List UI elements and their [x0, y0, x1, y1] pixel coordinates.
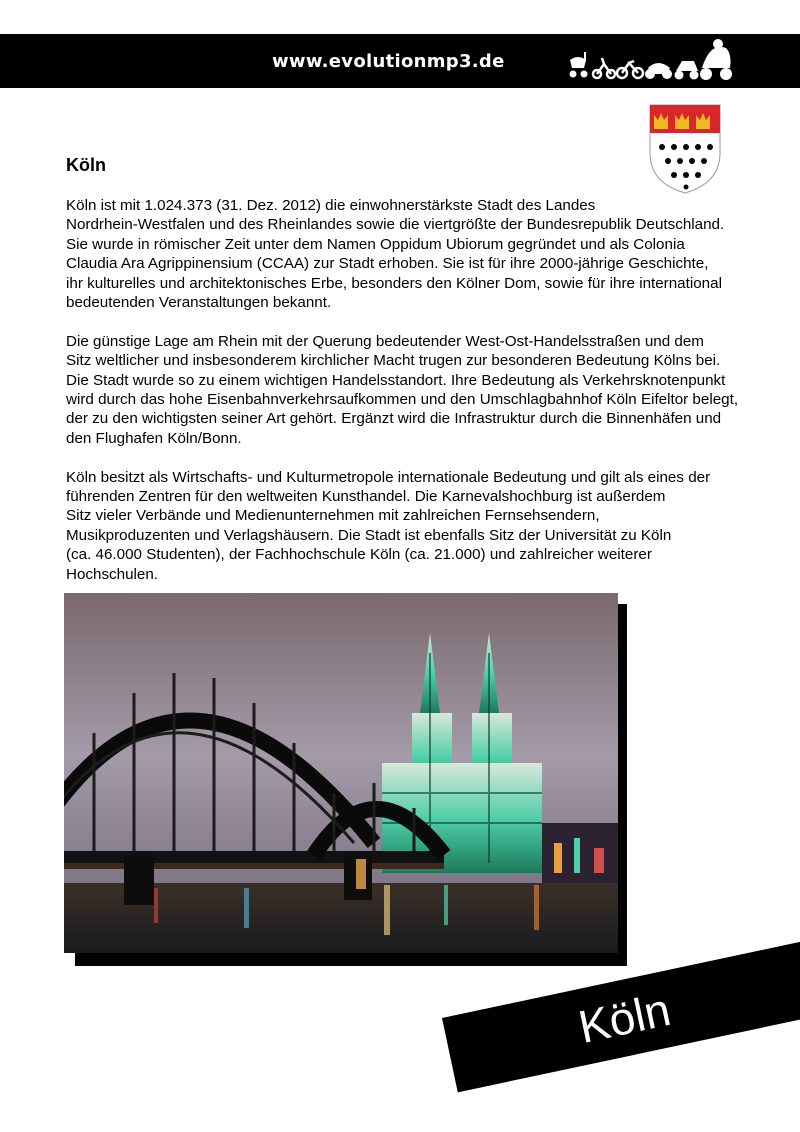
- vehicles-icon-strip: [566, 38, 732, 84]
- motorcycle-icon: [645, 63, 672, 79]
- site-url-link[interactable]: www.evolutionmp3.de: [272, 51, 505, 72]
- stroller-icon: [570, 52, 588, 78]
- header-bar: [0, 34, 800, 88]
- document-body: [66, 196, 786, 603]
- cologne-coat-of-arms-icon: [648, 103, 722, 195]
- bicycle-icon: [617, 61, 643, 78]
- motorbike-icon: [700, 39, 732, 80]
- document-title: Köln: [66, 155, 106, 175]
- banner-title: Köln: [573, 983, 675, 1054]
- paragraph-culture: Köln besitzt als Wirtschafts- und Kulturmetropole internationale Bedeutung und gilt als eines der führenden Zentren für den weltweiten Kunsthandel. Die Karnevalshochburg ist außerdem Sitz vieler Verbände und Medienunternehmen mit zahlreichen Fernsehsendern, Musikproduzenten und Verlagshäusern. Die Stadt ist ebenfalls Sitz der Universität zu Köln (ca. 46.000 Studenten), der Fachhochschule Köln (ca. 21.000) und zahlreicher weiterer Hochschulen.: [66, 468, 711, 583]
- cologne-cathedral-bridge-photo: [64, 593, 618, 953]
- paragraph-intro: Köln ist mit 1.024.373 (31. Dez. 2012) die einwohnerstärkste Stadt des Landes Nordrhein-Westfalen und des Rheinlandes sowie die viertgrößte der Bundesrepublik Deutschland. Sie wurde in römischer Zeit unter dem Namen Oppidum Ubiorum gegründet und als Colonia Claudia Ara Agrippinensium (CCAA) zur Stadt erhoben. Sie ist für ihre 2000-jährige Geschichte, ihr kulturelles und architektonisches Erbe, besonders den Kölner Dom, sowie für ihre international bedeutenden Veranstaltungen bekannt.: [66, 197, 725, 312]
- scooter-icon: [675, 61, 699, 80]
- tricycle-icon: [593, 58, 615, 78]
- paragraph-location: Die günstige Lage am Rhein mit der Querung bedeutender West-Ost-Handelsstraßen und dem Sitz weltlicher und insbesonderem kirchlicher Macht trugen zur besonderen Bedeutung Kölns bei. Die Stadt wurde so zu einem wichtigen Handelsstandort. Ihre Bedeutung als Verkehrsknotenpunkt wird durch das hohe Eisenbahnverkehrsaufkommen und den Umschlagbahnhof Köln Eifeltor belegt, der zu den wichtigsten seiner Art gehört. Ergänzt wird die Infrastruktur durch die Binnenhäfen und den Flughafen Köln/Bonn.: [66, 332, 739, 447]
